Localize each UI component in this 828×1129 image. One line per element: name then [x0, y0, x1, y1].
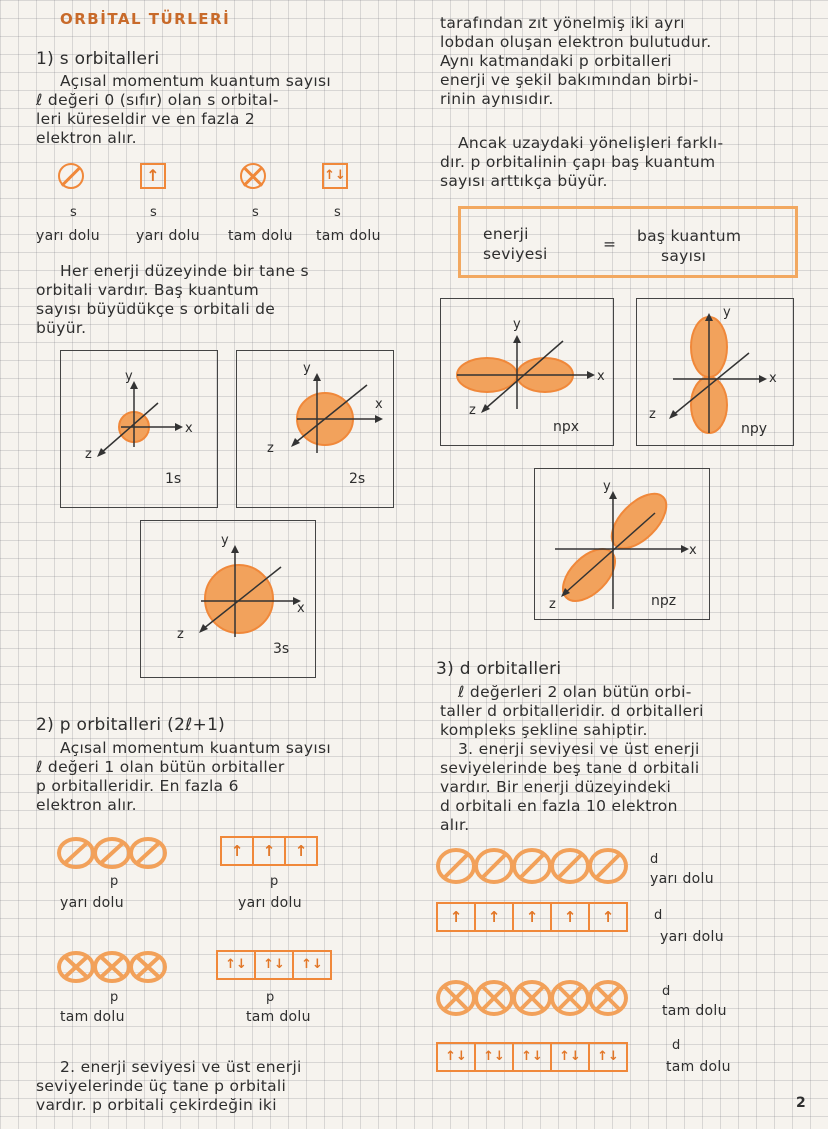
s-body-3: leri küreseldir ve en fazla 2	[36, 110, 256, 128]
s-state-2: yarı dolu	[136, 228, 200, 244]
p-state-1: yarı dolu	[60, 895, 124, 911]
d-full-circles	[436, 978, 636, 1022]
d-box: ↑	[436, 902, 476, 932]
p-half-circles	[56, 836, 176, 874]
diagram-npy	[636, 298, 794, 446]
axis-z: z	[649, 407, 656, 422]
d-box: ↑↓	[550, 1042, 590, 1072]
d-box: ↑	[512, 902, 552, 932]
equation-box	[458, 206, 798, 278]
p-body-4: elektron alır.	[36, 796, 137, 814]
d-body-5: seviyelerinde beş tane d orbitali	[440, 759, 700, 777]
axis-y: y	[603, 479, 611, 494]
right-cont-3: Aynı katmandaki p orbitalleri	[440, 52, 672, 70]
s-half-circle	[58, 163, 84, 189]
p-bottom-1: 2. enerji seviyesi ve üst enerji	[60, 1058, 302, 1076]
axis-x: x	[185, 421, 193, 436]
p-full-circles	[56, 950, 176, 988]
axis-y: y	[723, 305, 731, 320]
p-body-3: p orbitalleridir. En fazla 6	[36, 777, 239, 795]
axis-y: y	[125, 369, 133, 384]
right-cont-2: lobdan oluşan elektron bulutudur.	[440, 33, 712, 51]
eq-left-2: seviyesi	[483, 245, 548, 263]
d-body-7: d orbitali en fazla 10 elektron	[440, 797, 678, 815]
s-label-2: s	[150, 205, 157, 220]
p-label-3: p	[110, 990, 119, 1005]
diagram-label-2s: 2s	[349, 471, 366, 487]
diagram-3s	[140, 520, 316, 678]
p-bottom-3: vardır. p orbitali çekirdeğin iki	[36, 1096, 277, 1114]
p-box: ↑↓	[292, 950, 332, 980]
d-heading: 3) d orbitalleri	[436, 659, 562, 679]
d-full-boxes	[436, 1042, 626, 1072]
s-label-4: s	[334, 205, 341, 220]
s-heading: 1) s orbitalleri	[36, 49, 160, 69]
axis-x: x	[597, 369, 605, 384]
d-state-2: yarı dolu	[660, 929, 724, 945]
axis-y: y	[303, 361, 311, 376]
s-state-3: tam dolu	[228, 228, 293, 244]
s-body2-1: Her enerji düzeyinde bir tane s	[60, 262, 309, 280]
d-label-3: d	[662, 984, 671, 999]
d-state-1: yarı dolu	[650, 871, 714, 887]
p-body-1: Açısal momentum kuantum sayısı	[60, 739, 331, 757]
d-state-4: tam dolu	[666, 1059, 731, 1075]
p-label-4: p	[266, 990, 275, 1005]
d-label-2: d	[654, 908, 663, 923]
p-label-2: p	[270, 874, 279, 889]
p-bottom-2: seviyelerinde üç tane p orbitali	[36, 1077, 287, 1095]
s-body-1: Açısal momentum kuantum sayısı	[60, 72, 331, 90]
p-state-4: tam dolu	[246, 1009, 311, 1025]
diagram-1s	[60, 350, 218, 508]
p-box: ↑↓	[216, 950, 256, 980]
p-heading: 2) p orbitalleri (2ℓ+1)	[36, 715, 226, 735]
d-body-4: 3. enerji seviyesi ve üst enerji	[458, 740, 700, 758]
d-body-1: ℓ değerleri 2 olan bütün orbi-	[458, 683, 692, 701]
diagram-label-npy: npy	[741, 421, 768, 437]
diagram-label-1s: 1s	[165, 471, 182, 487]
d-box: ↑	[474, 902, 514, 932]
right-cont-5: rinin aynısıdır.	[440, 90, 554, 108]
axis-x: x	[375, 397, 383, 412]
axis-z: z	[177, 627, 184, 642]
d-label-1: d	[650, 852, 659, 867]
d-box: ↑	[550, 902, 590, 932]
axis-z: z	[85, 447, 92, 462]
p-half-boxes	[220, 836, 316, 866]
d-body-2: taller d orbitalleridir. d orbitalleri	[440, 702, 704, 720]
p-box: ↑↓	[254, 950, 294, 980]
d-label-4: d	[672, 1038, 681, 1053]
d-box: ↑↓	[512, 1042, 552, 1072]
page-title: ORBİTAL TÜRLERİ	[60, 10, 231, 28]
diagram-npz	[534, 468, 710, 620]
axis-x: x	[689, 543, 697, 558]
diagram-label-npx: npx	[553, 419, 580, 435]
s-body-4: elektron alır.	[36, 129, 137, 147]
axis-x: x	[297, 601, 305, 616]
page-number: 2	[796, 1095, 807, 1111]
d-state-3: tam dolu	[662, 1003, 727, 1019]
right-cont2-1: Ancak uzaydaki yönelişleri farklı-	[458, 134, 724, 152]
s-full-box: ↑↓	[322, 163, 348, 189]
diagram-label-npz: npz	[651, 593, 677, 609]
axis-y: y	[513, 317, 521, 332]
diagram-label-3s: 3s	[273, 641, 290, 657]
d-body-8: alır.	[440, 816, 470, 834]
d-half-circles	[436, 846, 636, 890]
d-box: ↑↓	[436, 1042, 476, 1072]
right-cont2-2: dır. p orbitalinin çapı baş kuantum	[440, 153, 716, 171]
p-full-boxes	[216, 950, 330, 980]
d-box: ↑↓	[474, 1042, 514, 1072]
diagram-npx	[440, 298, 614, 446]
s-full-circle	[240, 163, 266, 189]
p-box: ↑	[220, 836, 254, 866]
p-box: ↑	[252, 836, 286, 866]
d-box: ↑↓	[588, 1042, 628, 1072]
s-state-4: tam dolu	[316, 228, 381, 244]
d-half-boxes	[436, 902, 626, 932]
axis-z: z	[267, 441, 274, 456]
p-state-3: tam dolu	[60, 1009, 125, 1025]
s-half-box: ↑	[140, 163, 166, 189]
diagram-2s	[236, 350, 394, 508]
axis-z: z	[469, 403, 476, 418]
s-body2-3: sayısı büyüdükçe s orbitali de	[36, 300, 276, 318]
s-body2-2: orbitali vardır. Baş kuantum	[36, 281, 260, 299]
p-box: ↑	[284, 836, 318, 866]
s-state-1: yarı dolu	[36, 228, 100, 244]
axis-y: y	[221, 533, 229, 548]
s-label-3: s	[252, 205, 259, 220]
eq-left-1: enerji	[483, 225, 529, 243]
p-label-1: p	[110, 874, 119, 889]
d-body-3: kompleks şekline sahiptir.	[440, 721, 648, 739]
eq-right-2: sayısı	[661, 247, 707, 265]
eq-sign: =	[603, 235, 617, 253]
eq-right-1: baş kuantum	[637, 227, 742, 245]
right-cont2-3: sayısı arttıkça büyür.	[440, 172, 608, 190]
right-cont-4: enerji ve şekil bakımından birbi-	[440, 71, 699, 89]
d-body-6: vardır. Bir enerji düzeyindeki	[440, 778, 672, 796]
d-box: ↑	[588, 902, 628, 932]
axis-x: x	[769, 371, 777, 386]
s-body2-4: büyür.	[36, 319, 87, 337]
s-label-1: s	[70, 205, 77, 220]
axis-z: z	[549, 597, 556, 612]
p-body-2: ℓ değeri 1 olan bütün orbitaller	[36, 758, 285, 776]
s-body-2: ℓ değeri 0 (sıfır) olan s orbital-	[36, 91, 279, 109]
p-state-2: yarı dolu	[238, 895, 302, 911]
right-cont-1: tarafından zıt yönelmiş iki ayrı	[440, 14, 685, 32]
